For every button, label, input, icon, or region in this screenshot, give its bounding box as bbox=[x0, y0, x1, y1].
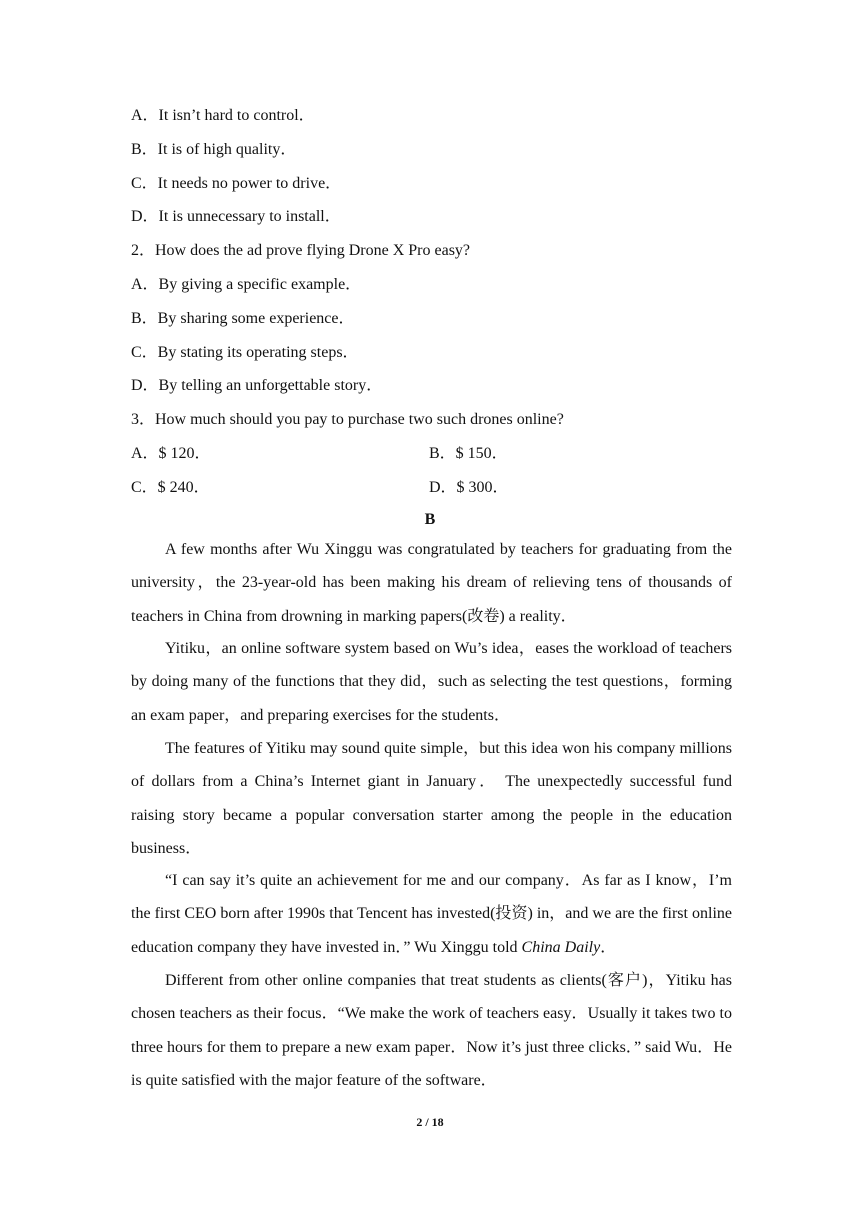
page-number: 2 / 18 bbox=[416, 1115, 444, 1129]
q3-option-c: C．$ 240． bbox=[131, 479, 210, 496]
q3-option-a: A．$ 120． bbox=[131, 445, 211, 462]
q2-option-d: D．By telling an unforgettable story． bbox=[131, 377, 383, 394]
paragraph-4 bbox=[131, 864, 732, 964]
paragraph-3: The features of Yitiku may sound quite simple，but this idea won his company millions of dollars from a China’s Internet giant in January． The unexpectedly successful fund raising story became a popular conversation starter among the people in the education business． bbox=[131, 740, 732, 857]
paragraph-4-source: China Daily bbox=[521, 938, 601, 956]
q3-option-d: D．$ 300． bbox=[429, 479, 509, 496]
q2-question: 2．How does the ad prove flying Drone X Pro easy? bbox=[131, 242, 471, 259]
q3-question: 3．How much should you pay to purchase two such drones online? bbox=[131, 411, 564, 428]
paragraph-4-text: “I can say it’s quite an achievement for me and our company．As far as I know，I’m the first CEO born after 1990s that Tencent has invested(投资) in，and we are the first online education company they have invested in．” Wu Xinggu told bbox=[131, 872, 732, 956]
q1-option-c: C．It needs no power to drive． bbox=[131, 175, 342, 192]
paragraph-2: Yitiku，an online software system based on Wu’s idea，eases the workload of teachers by doing many of the functions that they did，such as selecting the test questions，forming an exam paper，and preparing exercises for the students． bbox=[131, 640, 732, 724]
paragraph-4-end: ． bbox=[600, 938, 617, 956]
q1-option-b: B．It is of high quality． bbox=[131, 141, 297, 158]
q3-option-b: B．$ 150． bbox=[429, 445, 508, 462]
q2-option-b: B．By sharing some experience． bbox=[131, 310, 355, 327]
q2-option-c: C．By stating its operating steps． bbox=[131, 344, 359, 361]
paragraph-1: A few months after Wu Xinggu was congratulated by teachers for graduating from the university，the 23-year-old has been making his dream of relieving tens of thousands of teachers in China from drowning in marking papers(改卷) a reality． bbox=[131, 541, 732, 625]
section-heading: B bbox=[424, 511, 436, 528]
paragraph-5: Different from other online companies that treat students as clients(客户)，Yitiku has chosen teachers as their focus．“We make the work of teachers easy．Usually it takes two to three hours for them to prepare a new exam paper．Now it’s just three clicks．” said Wu．He is quite satisfied with the major feature of the software． bbox=[131, 972, 732, 1089]
q1-option-a: A．It isn’t hard to control． bbox=[131, 107, 315, 124]
q2-option-a: A．By giving a specific example． bbox=[131, 276, 362, 293]
q1-option-d: D．It is unnecessary to install． bbox=[131, 208, 341, 225]
